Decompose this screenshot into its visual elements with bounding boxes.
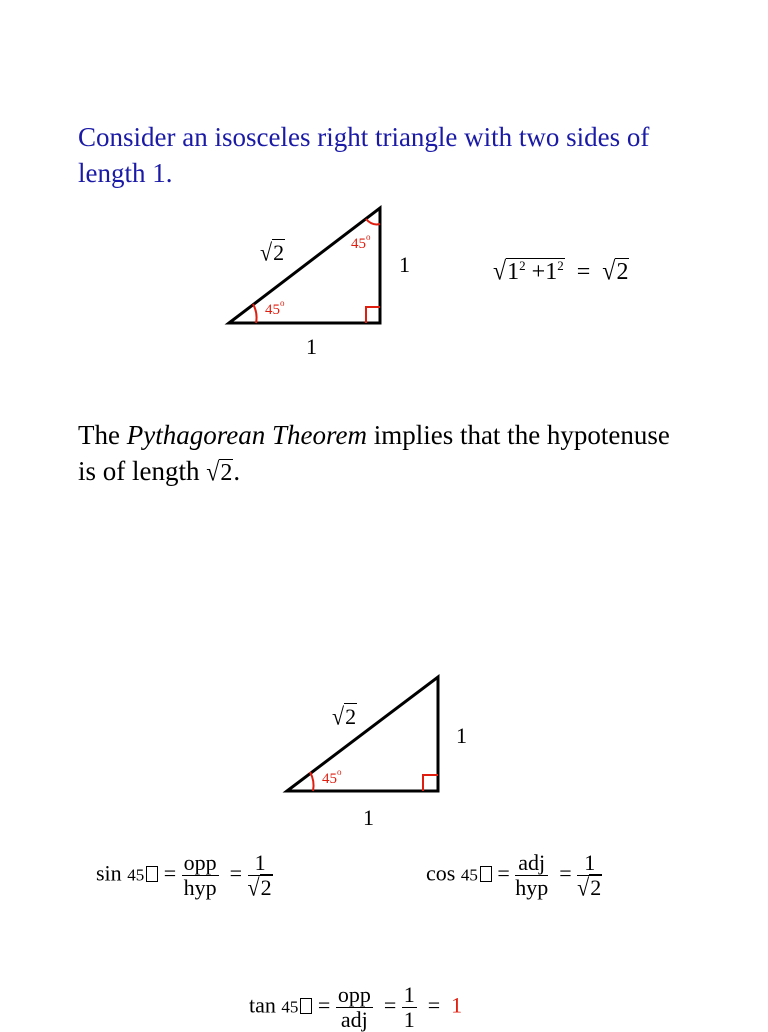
angle-arc-left-1 — [253, 304, 257, 323]
triangle-1-side-right: 1 — [399, 252, 410, 277]
tan-45-equation: tan 45 = $\frac{\text{opp}}{\text{adj}}$ = $\frac{1}{1}$ = 1 — [249, 982, 463, 1032]
cos-45-equation: cos 45 = $\frac{\text{adj}}{\text{hyp}}$ = $\frac{1}{√2}$ — [426, 850, 602, 902]
triangle-1 — [229, 208, 380, 323]
triangle-2-side-bottom: 1 — [363, 805, 374, 830]
theorem-name: Pythagorean Theorem — [126, 420, 367, 450]
triangle-1-hypotenuse-label: √2 — [260, 238, 285, 267]
triangle-1-side-bottom: 1 — [306, 334, 317, 359]
triangle-2-shape — [287, 677, 438, 791]
pythagoras-paragraph — [78, 417, 670, 491]
sin-45-equation: sin 45 = $\frac{\text{opp}}{\text{hyp}}$ = $\frac{1}{√2}$ — [96, 850, 272, 902]
triangle-2 — [287, 677, 438, 791]
triangle-2-hypotenuse-label: √2 — [332, 702, 357, 731]
triangle-2-side-right: 1 — [456, 723, 467, 748]
angle-arc-top-1 — [366, 219, 380, 224]
pythagorean-equation: $√1^2 +1^2 = √2$ — [493, 257, 629, 287]
intro-line-1: Consider an isosceles right triangle with two sides of — [78, 122, 650, 152]
pythagoras-line-2: is of length √2. — [78, 456, 241, 488]
tan-result: 1 — [451, 992, 463, 1018]
intro-line-2: length 1. — [78, 158, 173, 188]
triangle-2-left-angle: 45$^o$ — [322, 767, 342, 787]
right-angle-marker-2 — [423, 775, 438, 791]
right-angle-marker-1 — [366, 307, 380, 323]
triangle-1-top-angle: 45$^o$ — [351, 232, 371, 252]
angle-arc-left-2 — [310, 772, 314, 791]
triangle-1-shape — [229, 208, 380, 323]
triangle-1-left-angle: 45$^o$ — [265, 298, 285, 318]
pythagoras-line-1: The Pythagorean Theorem implies that the hypotenuse — [78, 420, 670, 450]
